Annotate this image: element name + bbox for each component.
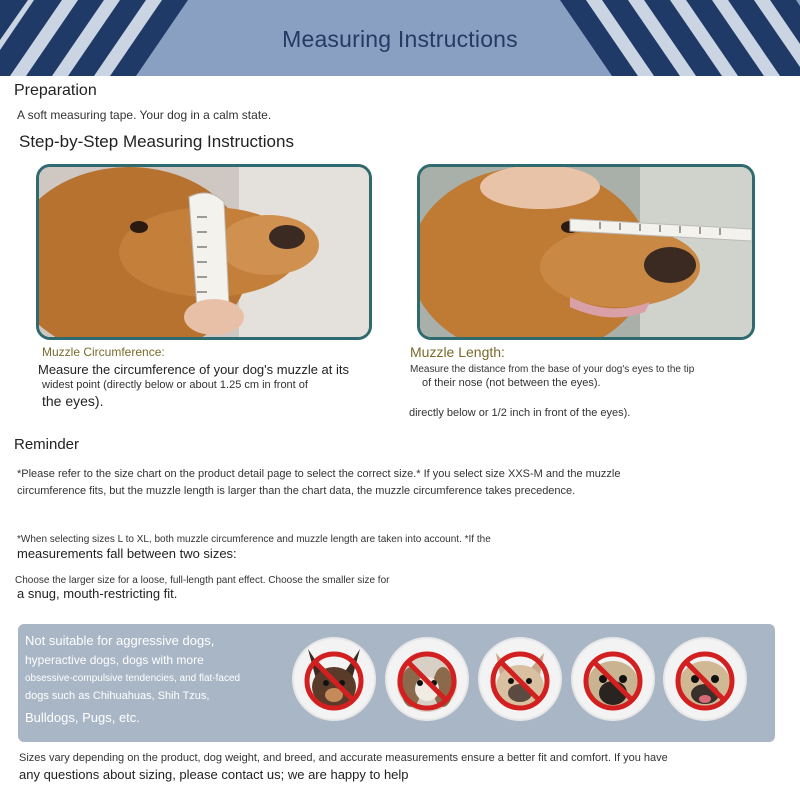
warning-line1: Not suitable for aggressive dogs, bbox=[25, 633, 215, 648]
warning-line3: obsessive-compulsive tendencies, and flat-faced bbox=[25, 673, 241, 684]
steps-heading: Step-by-Step Measuring Instructions bbox=[19, 132, 294, 151]
muzzle-length-caption: Muzzle Length: bbox=[410, 344, 505, 360]
muzzle-circumference-caption: Muzzle Circumference: bbox=[42, 345, 165, 359]
warning-line2: hyperactive dogs, dogs with more bbox=[25, 653, 204, 667]
preparation-text: A soft measuring tape. Your dog in a calm state. bbox=[17, 108, 272, 122]
preparation-heading: Preparation bbox=[14, 82, 97, 99]
muzzle-length-photo bbox=[417, 164, 755, 340]
dog-muzzle-tape-icon bbox=[39, 167, 369, 337]
muzzle-circumference-line2: widest point (directly below or about 1.25 cm in front of bbox=[42, 379, 308, 391]
shih-tzu-prohibited-icon bbox=[385, 637, 469, 721]
page-title: Measuring Instructions bbox=[282, 26, 518, 52]
reminder-p3-line1: Choose the larger size for a loose, full-length pant effect. Choose the smaller size for bbox=[15, 575, 390, 586]
reminder-p1-line1: *Please refer to the size chart on the product detail page to select the correct size.* If you select size XXS-M and the muzzle bbox=[17, 468, 621, 480]
bulldog-prohibited-icon bbox=[478, 637, 562, 721]
warning-line5: Bulldogs, Pugs, etc. bbox=[25, 710, 140, 725]
muzzle-length-line3: directly below or 1/2 inch in front of the eyes). bbox=[409, 407, 631, 419]
header-banner bbox=[0, 0, 800, 76]
warning-line4: dogs such as Chihuahuas, Shih Tzus, bbox=[25, 690, 210, 702]
muzzle-circumference-line1: Measure the circumference of your dog's muzzle at its bbox=[38, 362, 350, 377]
dog-eye-to-nose-tape-icon bbox=[420, 167, 752, 337]
pug-prohibited-icon bbox=[571, 637, 655, 721]
muzzle-circumference-line3: the eyes). bbox=[42, 393, 104, 409]
reminder-p2-line1: *When selecting sizes L to XL, both muzzle circumference and muzzle length are taken into account. *If the bbox=[17, 534, 491, 545]
chihuahua-prohibited-icon bbox=[292, 637, 376, 721]
muzzle-length-line2: of their nose (not between the eyes). bbox=[422, 377, 601, 389]
reminder-p1-line2: circumference fits, but the muzzle length is larger than the chart data, the muzzle circumference takes precedence. bbox=[17, 485, 576, 497]
reminder-p3-line2: a snug, mouth-restricting fit. bbox=[17, 586, 178, 601]
footer-line1: Sizes vary depending on the product, dog weight, and breed, and accurate measurements ensure a better fit and comfort. If you have bbox=[19, 752, 668, 764]
footer-line2: any questions about sizing, please contact us; we are happy to help bbox=[19, 767, 409, 782]
reminder-heading: Reminder bbox=[14, 436, 80, 453]
pug-face-prohibited-icon bbox=[663, 637, 747, 721]
reminder-p2-line2: measurements fall between two sizes: bbox=[17, 546, 237, 561]
muzzle-circumference-photo bbox=[36, 164, 372, 340]
muzzle-length-line1: Measure the distance from the base of your dog's eyes to the tip bbox=[410, 364, 695, 375]
